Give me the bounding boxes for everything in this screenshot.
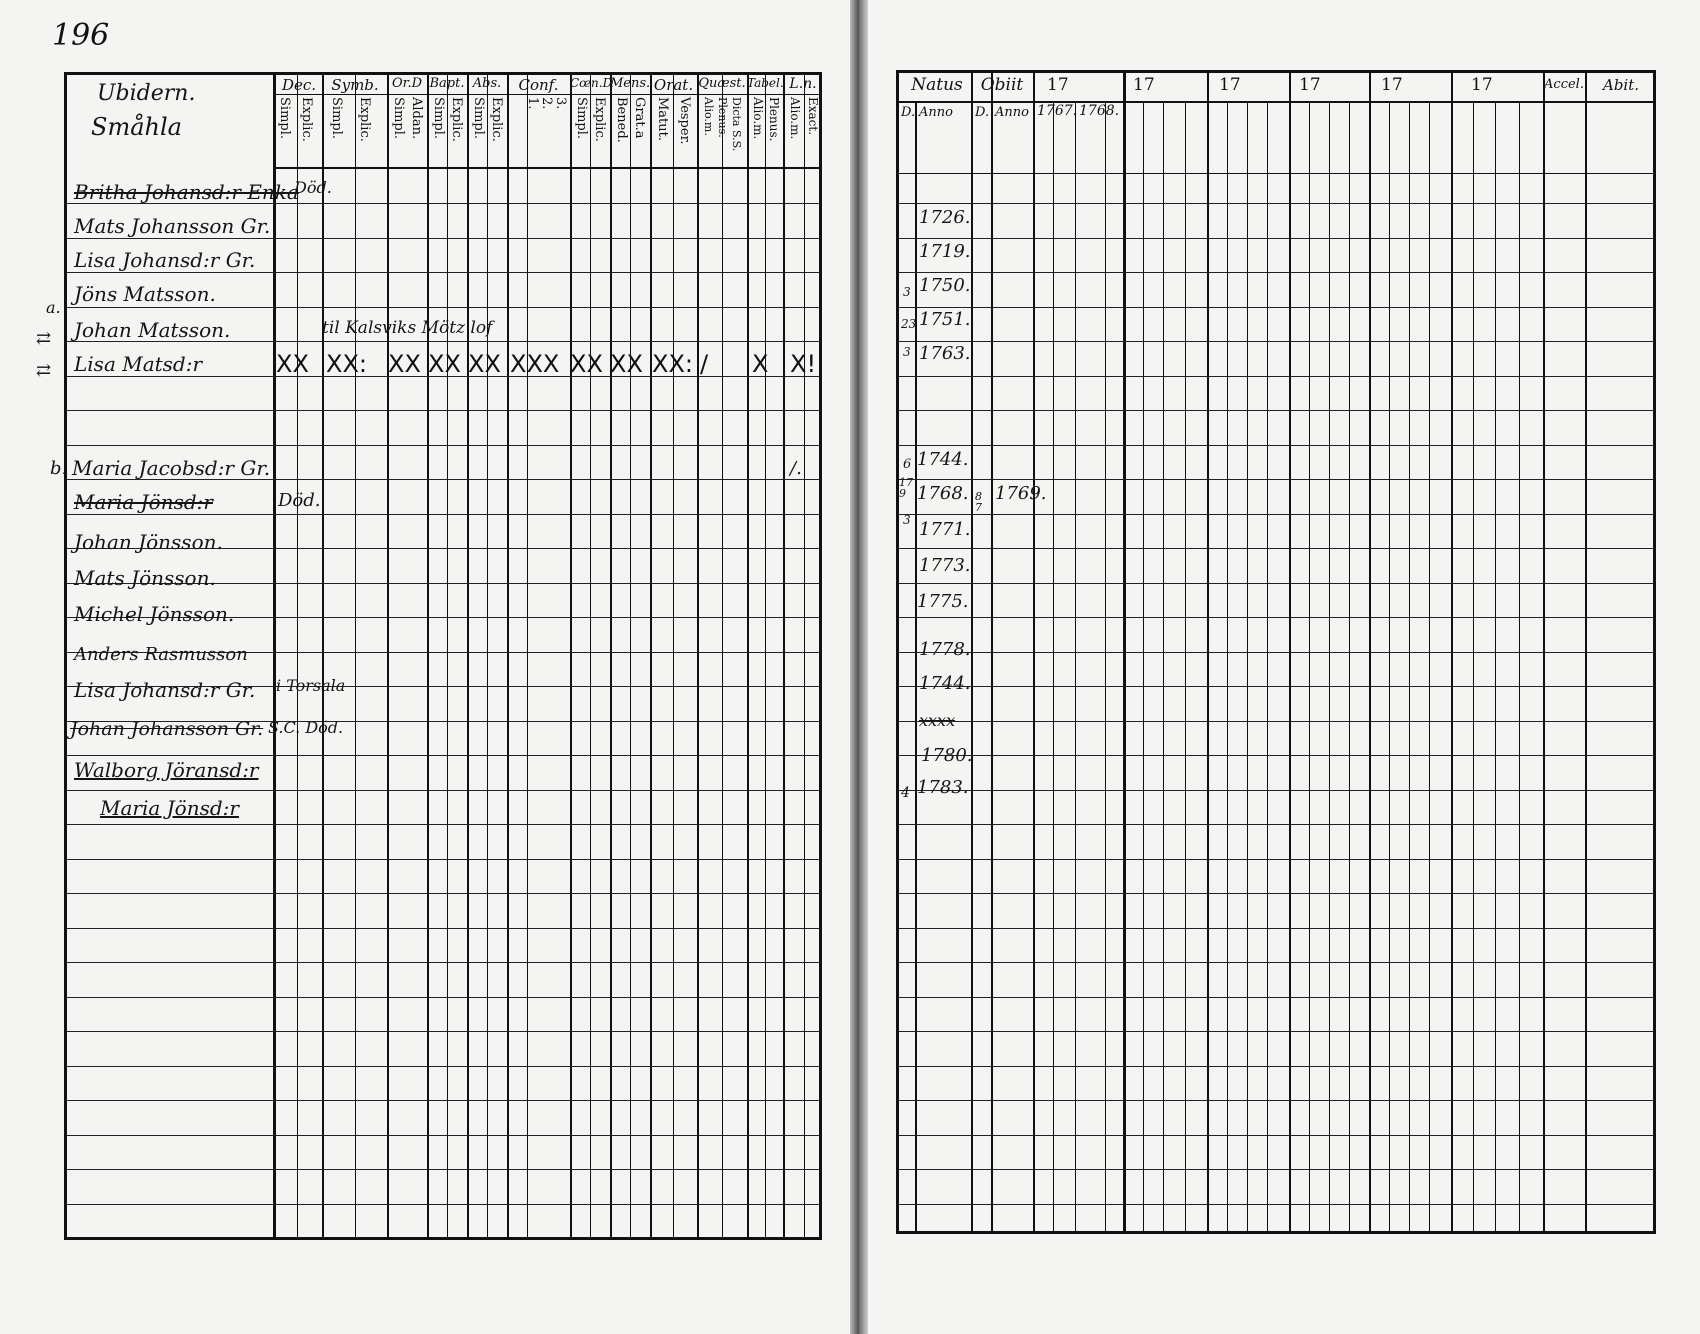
ruled-line xyxy=(67,1169,819,1170)
ruled-line xyxy=(899,514,1653,515)
entry-14: Johan Johansson Gr. xyxy=(70,718,264,740)
entry-13: Lisa Johansd:r Gr. xyxy=(74,678,256,702)
col-year-1: 17 xyxy=(1047,75,1069,95)
sub-symb-1: Explic. xyxy=(357,97,372,142)
note-dec-row1: Död. xyxy=(294,178,332,197)
ruled-line xyxy=(67,962,819,963)
col-dec: Dec. xyxy=(281,76,317,94)
sub-abs-2: Simpl. xyxy=(471,97,486,140)
entry-5: Johan Matsson. xyxy=(74,318,231,342)
col-accel: Accel. xyxy=(1544,77,1584,92)
col-coend: Cœn.D xyxy=(570,76,613,90)
mark-symb: XX: xyxy=(326,350,367,378)
birth-year-11: 1775. xyxy=(917,591,969,612)
col-ord: Or.D xyxy=(392,76,422,91)
sub-conf-1: 3. xyxy=(553,97,568,110)
entry-9: Johan Jönsson. xyxy=(74,530,223,554)
death-day: 8 7 xyxy=(975,490,982,514)
death-year: 1769. xyxy=(995,483,1047,504)
sub-tabel-1: Plenus. xyxy=(767,97,781,142)
ruled-line xyxy=(899,376,1653,377)
ruled-line xyxy=(899,410,1653,411)
ruled-line xyxy=(899,755,1653,756)
ruled-line xyxy=(899,1169,1653,1170)
mark-quaest: / xyxy=(700,350,709,378)
entry-8: Maria Jönsd:r xyxy=(74,490,213,514)
sub-abs-1: Explic. xyxy=(489,97,504,142)
col-tabel: Tabel. xyxy=(747,76,784,90)
ruled-line xyxy=(67,824,819,825)
entry-2: Mats Johansson Gr. xyxy=(74,214,271,238)
mark-ln: X! xyxy=(790,350,817,378)
ruled-line xyxy=(899,479,1653,480)
birth-year-12: 1778. xyxy=(919,639,971,660)
entry-10: Mats Jönsson. xyxy=(74,566,216,590)
birth-day-4: 3 xyxy=(903,285,911,299)
ruled-line xyxy=(67,1100,819,1101)
sub-ln-1: Exact. xyxy=(806,97,820,136)
sub-orat-1: Vesper. xyxy=(677,97,692,145)
birth-day-6: 3 xyxy=(903,345,911,359)
ruled-line xyxy=(899,203,1653,204)
entry-11: Michel Jönsson. xyxy=(74,602,235,626)
obiit-d-label: D. xyxy=(975,105,990,120)
col-symb: Symb. xyxy=(331,76,379,94)
sub-mens-2: Bened. xyxy=(614,97,629,143)
ruled-line xyxy=(899,307,1653,308)
ruled-line xyxy=(899,1204,1653,1205)
ruled-line xyxy=(899,272,1653,273)
birth-year-2: 1726. xyxy=(919,207,971,228)
col-year-3: 17 xyxy=(1219,75,1241,95)
ruled-line xyxy=(899,652,1653,653)
entry-4: Jöns Matsson. xyxy=(74,282,216,306)
birth-day-8: 17 9 xyxy=(899,476,913,500)
ruled-line xyxy=(899,341,1653,342)
sub-quaest-1: Dicta S.S. xyxy=(730,97,743,152)
page-number: 196 xyxy=(52,18,110,53)
sub-conf-3: 1. xyxy=(525,97,540,110)
col-ln: L.n. xyxy=(789,76,817,92)
ruled-line xyxy=(67,859,819,860)
ruled-line xyxy=(67,1031,819,1032)
mark-conf: XXX xyxy=(510,350,560,378)
sub-symb-2: Simpl. xyxy=(329,97,344,140)
sub-bapt-2: Simpl. xyxy=(431,97,446,140)
entry-1: Britha Johansd:r Enka xyxy=(74,180,299,204)
sub-coend-1: Explic. xyxy=(592,97,607,142)
col-bapt: Bapt. xyxy=(429,76,465,91)
ruled-line xyxy=(899,997,1653,998)
year-note-2: 1768. xyxy=(1079,103,1120,119)
ruled-line xyxy=(67,307,819,308)
ruled-line xyxy=(899,686,1653,687)
margin-arrow-2: ⇄ xyxy=(36,360,52,381)
ruled-line xyxy=(899,859,1653,860)
birth-year-16: 1783. xyxy=(917,777,969,798)
right-page xyxy=(868,0,1700,1334)
birth-day-9: 3 xyxy=(903,513,911,527)
sub-coend-2: Simpl. xyxy=(574,97,589,140)
ruled-line xyxy=(67,445,819,446)
mark-mens: XX xyxy=(610,350,643,378)
ruled-line xyxy=(67,893,819,894)
col-quaest: Quæst. xyxy=(698,76,746,91)
birth-year-4: 1750. xyxy=(919,275,971,296)
mark-tabel: X xyxy=(752,350,769,378)
note-row8-dec: Död. xyxy=(278,490,321,511)
ruled-line xyxy=(899,548,1653,549)
ruled-line xyxy=(67,755,819,756)
birth-year-7: 1744. xyxy=(917,449,969,470)
ruled-line xyxy=(899,790,1653,791)
ruled-line xyxy=(899,1031,1653,1032)
sub-quaest-3: Alio.m. xyxy=(702,97,715,136)
ruled-line xyxy=(67,997,819,998)
ruled-line xyxy=(899,893,1653,894)
ruled-line xyxy=(67,272,819,273)
col-year-5: 17 xyxy=(1381,75,1403,95)
mark-coend: XX xyxy=(570,350,603,378)
col-mens: Mens. xyxy=(610,76,651,91)
page-gutter xyxy=(850,0,868,1334)
sub-mens-1: Grat.a xyxy=(632,97,647,139)
note-row5: til Kalsviks Mötz lof xyxy=(322,318,493,338)
margin-letter-b: b. xyxy=(50,458,68,479)
entry-15: Walborg Jöransd:r xyxy=(74,758,259,782)
ruled-line xyxy=(67,790,819,791)
birth-year-14: xxxx xyxy=(919,711,956,730)
birth-year-8: 1768. xyxy=(917,483,969,504)
ruled-line xyxy=(899,1100,1653,1101)
ruled-line xyxy=(899,583,1653,584)
col-abit: Abit. xyxy=(1602,76,1640,94)
section-subheading: Småhla xyxy=(91,113,182,141)
col-year-6: 17 xyxy=(1471,75,1493,95)
dates-table xyxy=(896,70,1656,1234)
ruled-line xyxy=(67,928,819,929)
margin-letter-a: a. xyxy=(46,298,61,317)
birth-year-3: 1719. xyxy=(919,241,971,262)
entry-16: Maria Jönsd:r xyxy=(100,796,239,820)
sub-dec-2: Simpl. xyxy=(277,97,292,140)
obiit-anno-label: Anno xyxy=(995,105,1029,120)
ruled-line xyxy=(899,721,1653,722)
ruled-line xyxy=(67,410,819,411)
birth-year-9: 1771. xyxy=(919,519,971,540)
birth-year-6: 1763. xyxy=(919,343,971,364)
birth-day-5: 23 xyxy=(901,317,917,331)
sub-tabel-2: Alio.m. xyxy=(751,97,765,140)
year-note-1: 1767. xyxy=(1037,103,1078,119)
birth-day-7: 6 xyxy=(903,457,912,472)
col-natus: Natus xyxy=(911,75,963,95)
col-abs: Abs. xyxy=(472,76,502,91)
birth-year-10: 1773. xyxy=(919,555,971,576)
ruled-line xyxy=(899,962,1653,963)
sub-bapt-1: Explic. xyxy=(449,97,464,142)
birth-year-15: 1780. xyxy=(921,745,973,766)
note-row7-ln: /. xyxy=(790,458,802,479)
mark-dec: XX xyxy=(276,350,309,378)
sub-orat-2: Matut. xyxy=(655,97,670,142)
entry-12: Anders Rasmusson xyxy=(74,644,248,665)
sub-ln-2: Alio.m. xyxy=(788,97,802,140)
col-year-2: 17 xyxy=(1133,75,1155,95)
birth-day-16: 4 xyxy=(901,785,910,801)
sub-quaest-2: Plenus. xyxy=(716,97,729,138)
sub-ord-1: Aldan. xyxy=(409,97,424,140)
sub-dec-1: Explic. xyxy=(299,97,314,142)
ruled-line xyxy=(899,617,1653,618)
sub-conf-2: 2. xyxy=(539,97,554,110)
note-row14-dec: S.C. Död. xyxy=(268,718,344,737)
col-obiit: Obiit xyxy=(980,75,1024,95)
ruled-line xyxy=(899,928,1653,929)
birth-year-5: 1751. xyxy=(919,309,971,330)
ruled-line xyxy=(67,1204,819,1205)
section-heading: Ubidern. xyxy=(97,81,196,106)
ruled-line xyxy=(899,824,1653,825)
note-row13-dec: i Torsala xyxy=(276,676,346,695)
natus-anno-label: Anno xyxy=(919,105,953,120)
entry-3: Lisa Johansd:r Gr. xyxy=(74,248,256,272)
natus-d-label: D. xyxy=(901,105,916,120)
mark-ord: XX xyxy=(388,350,421,378)
mark-bapt: XX xyxy=(428,350,461,378)
col-year-4: 17 xyxy=(1299,75,1321,95)
margin-arrow-1: ⇄ xyxy=(36,328,52,349)
ruled-line xyxy=(899,1135,1653,1136)
entry-7: Maria Jacobsd:r Gr. xyxy=(72,456,271,480)
birth-year-13: 1744. xyxy=(919,673,971,694)
entry-6: Lisa Matsd:r xyxy=(74,352,203,376)
ruled-line xyxy=(899,238,1653,239)
sub-ord-2: Simpl. xyxy=(391,97,406,140)
ruled-line xyxy=(67,1066,819,1067)
col-conf: Conf. xyxy=(518,76,559,94)
ruled-line xyxy=(899,1066,1653,1067)
ruled-line xyxy=(899,445,1653,446)
mark-orat: XX: xyxy=(652,350,693,378)
col-orat: Orat. xyxy=(653,76,694,94)
mark-abs: XX xyxy=(468,350,501,378)
ruled-line xyxy=(67,1135,819,1136)
